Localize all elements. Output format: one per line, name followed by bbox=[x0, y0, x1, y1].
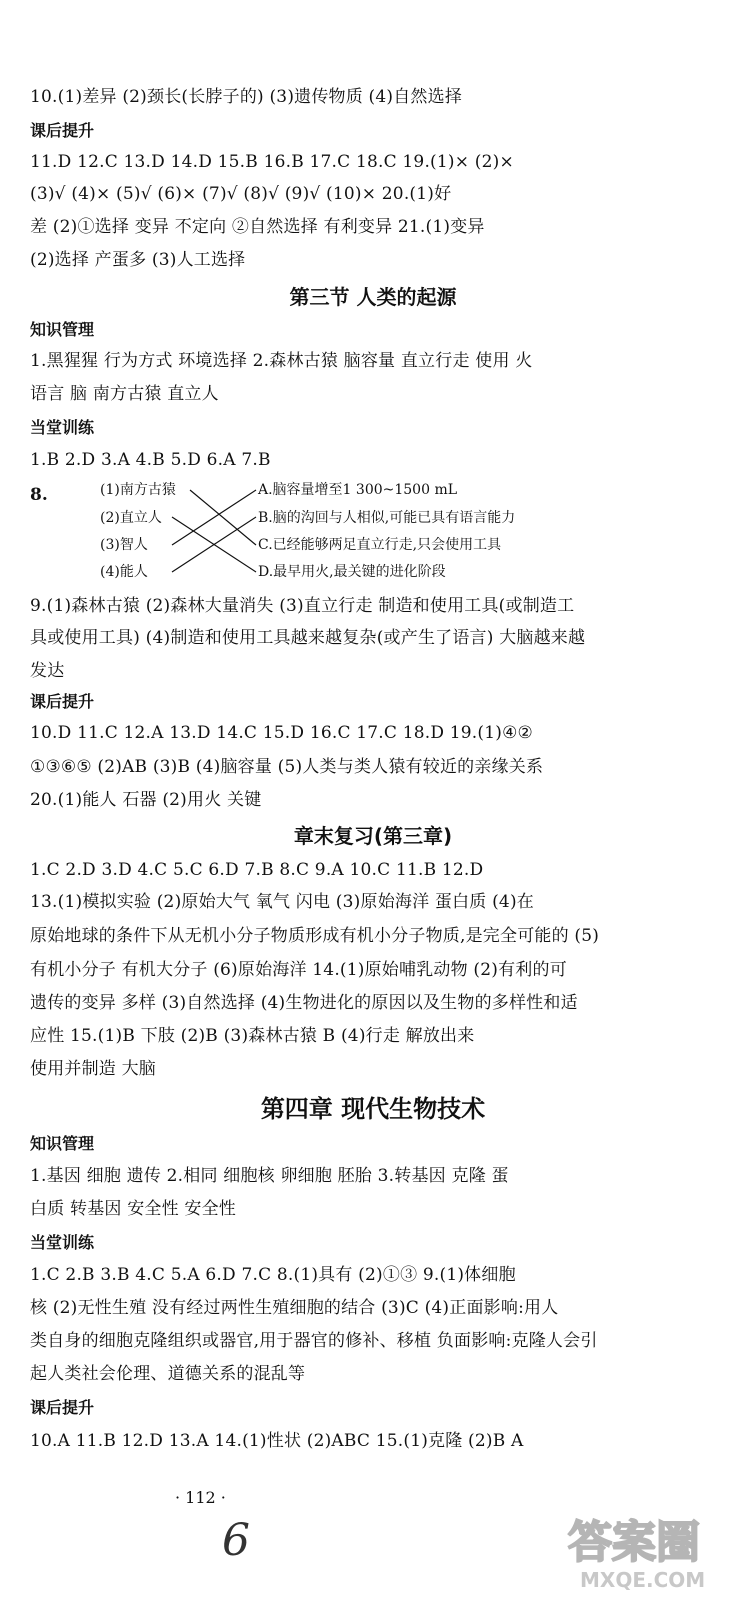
match-right-item: C.已经能够两足直立行走,只会使用工具 bbox=[258, 537, 502, 553]
section-heading: 章末复习(第三章) bbox=[293, 824, 453, 848]
match-left-item: (3)智人 bbox=[100, 537, 148, 553]
answer-line: 10.D 11.C 12.A 13.D 14.C 15.D 16.C 17.C 18.D 19.(1)④② bbox=[30, 723, 533, 743]
match-connector bbox=[190, 490, 256, 545]
match-left-item: (1)南方古猿 bbox=[100, 482, 176, 498]
match-connector bbox=[172, 490, 256, 545]
page-number: · 112 · bbox=[175, 1488, 226, 1507]
answer-line: 使用并制造 大脑 bbox=[30, 1059, 157, 1079]
answer-line: 1.C 2.D 3.D 4.C 5.C 6.D 7.B 8.C 9.A 10.C 11.B 12.D bbox=[30, 860, 484, 880]
match-right-item: A.脑容量增至1 300~1500 mL bbox=[258, 482, 458, 498]
question-number: 8. bbox=[30, 485, 48, 505]
match-left-item: (4)能人 bbox=[100, 564, 148, 580]
answer-line: 遗传的变异 多样 (3)自然选择 (4)生物进化的原因以及生物的多样性和适 bbox=[30, 993, 578, 1013]
subheading-kehou: 课后提升 bbox=[30, 1398, 95, 1417]
subheading-zhishi: 知识管理 bbox=[30, 320, 95, 339]
subheading-dangtang: 当堂训练 bbox=[30, 1233, 95, 1252]
watermark-site: MXQE.COM bbox=[580, 1568, 706, 1592]
chapter-heading: 第四章 现代生物技术 bbox=[260, 1095, 486, 1123]
answer-line: 1.基因 细胞 遗传 2.相同 细胞核 卵细胞 胚胎 3.转基因 克隆 蛋 bbox=[30, 1166, 509, 1186]
watermark-logo bbox=[560, 1505, 740, 1595]
answer-line: 差 (2)①选择 变异 不定向 ②自然选择 有利变异 21.(1)变异 bbox=[30, 217, 485, 237]
answer-line: 核 (2)无性生殖 没有经过两性生殖细胞的结合 (3)C (4)正面影响:用人 bbox=[30, 1298, 559, 1318]
answer-line: 具或使用工具) (4)制造和使用工具越来越复杂(或产生了语言) 大脑越来越 bbox=[30, 628, 586, 648]
watermark-text: 答案圈 bbox=[568, 1517, 700, 1568]
answer-line: (2)选择 产蛋多 (3)人工选择 bbox=[30, 250, 246, 270]
answer-line: 类自身的细胞克隆组织或器官,用于器官的修补、移植 负面影响:克隆人会引 bbox=[30, 1331, 598, 1351]
handwritten-mark: 6 bbox=[222, 1515, 250, 1566]
matching-diagram bbox=[30, 480, 720, 585]
match-left-item: (2)直立人 bbox=[100, 510, 162, 526]
answer-line: 起人类社会伦理、道德关系的混乱等 bbox=[30, 1364, 306, 1384]
answer-line: 9.(1)森林古猿 (2)森林大量消失 (3)直立行走 制造和使用工具(或制造工 bbox=[30, 596, 575, 616]
answer-line: 10.A 11.B 12.D 13.A 14.(1)性状 (2)ABC 15.(1)克隆 (2)B A bbox=[30, 1431, 524, 1451]
answer-line: 应性 15.(1)B 下肢 (2)B (3)森林古猿 B (4)行走 解放出来 bbox=[30, 1026, 475, 1046]
answer-line: 白质 转基因 安全性 安全性 bbox=[30, 1199, 237, 1219]
answer-line: 11.D 12.C 13.D 14.D 15.B 16.B 17.C 18.C 19.(1)× (2)× bbox=[30, 152, 514, 172]
answer-line: 语言 脑 南方古猿 直立人 bbox=[30, 384, 219, 404]
answer-line: 13.(1)模拟实验 (2)原始大气 氧气 闪电 (3)原始海洋 蛋白质 (4)在 bbox=[30, 892, 534, 912]
answer-line: 发达 bbox=[30, 661, 65, 681]
answer-line: 20.(1)能人 石器 (2)用火 关键 bbox=[30, 790, 262, 810]
answer-line: 原始地球的条件下从无机小分子物质形成有机小分子物质,是完全可能的 (5) bbox=[30, 926, 600, 946]
subheading-kehou: 课后提升 bbox=[30, 121, 95, 140]
answer-line: ①③⑥⑤ (2)AB (3)B (4)脑容量 (5)人类与类人猿有较近的亲缘关系 bbox=[30, 757, 544, 777]
answer-line: 1.C 2.B 3.B 4.C 5.A 6.D 7.C 8.(1)具有 (2)①③ 9.(1)体细胞 bbox=[30, 1265, 516, 1285]
subheading-dangtang: 当堂训练 bbox=[30, 418, 95, 437]
answer-line: 有机小分子 有机大分子 (6)原始海洋 14.(1)原始哺乳动物 (2)有利的可 bbox=[30, 960, 567, 980]
subheading-zhishi: 知识管理 bbox=[30, 1134, 95, 1153]
match-right-item: B.脑的沟回与人相似,可能已具有语言能力 bbox=[258, 510, 516, 526]
answer-line: (3)√ (4)× (5)√ (6)× (7)√ (8)√ (9)√ (10)× 20.(1)好 bbox=[30, 184, 452, 204]
answer-line: 1.黑猩猩 行为方式 环境选择 2.森林古猿 脑容量 直立行走 使用 火 bbox=[30, 351, 533, 371]
match-right-item: D.最早用火,最关键的进化阶段 bbox=[258, 564, 446, 580]
answer-line: 1.B 2.D 3.A 4.B 5.D 6.A 7.B bbox=[30, 450, 271, 470]
subheading-kehou: 课后提升 bbox=[30, 692, 95, 711]
section-heading: 第三节 人类的起源 bbox=[289, 285, 457, 309]
answer-line: 10.(1)差异 (2)颈长(长脖子的) (3)遗传物质 (4)自然选择 bbox=[30, 87, 463, 107]
